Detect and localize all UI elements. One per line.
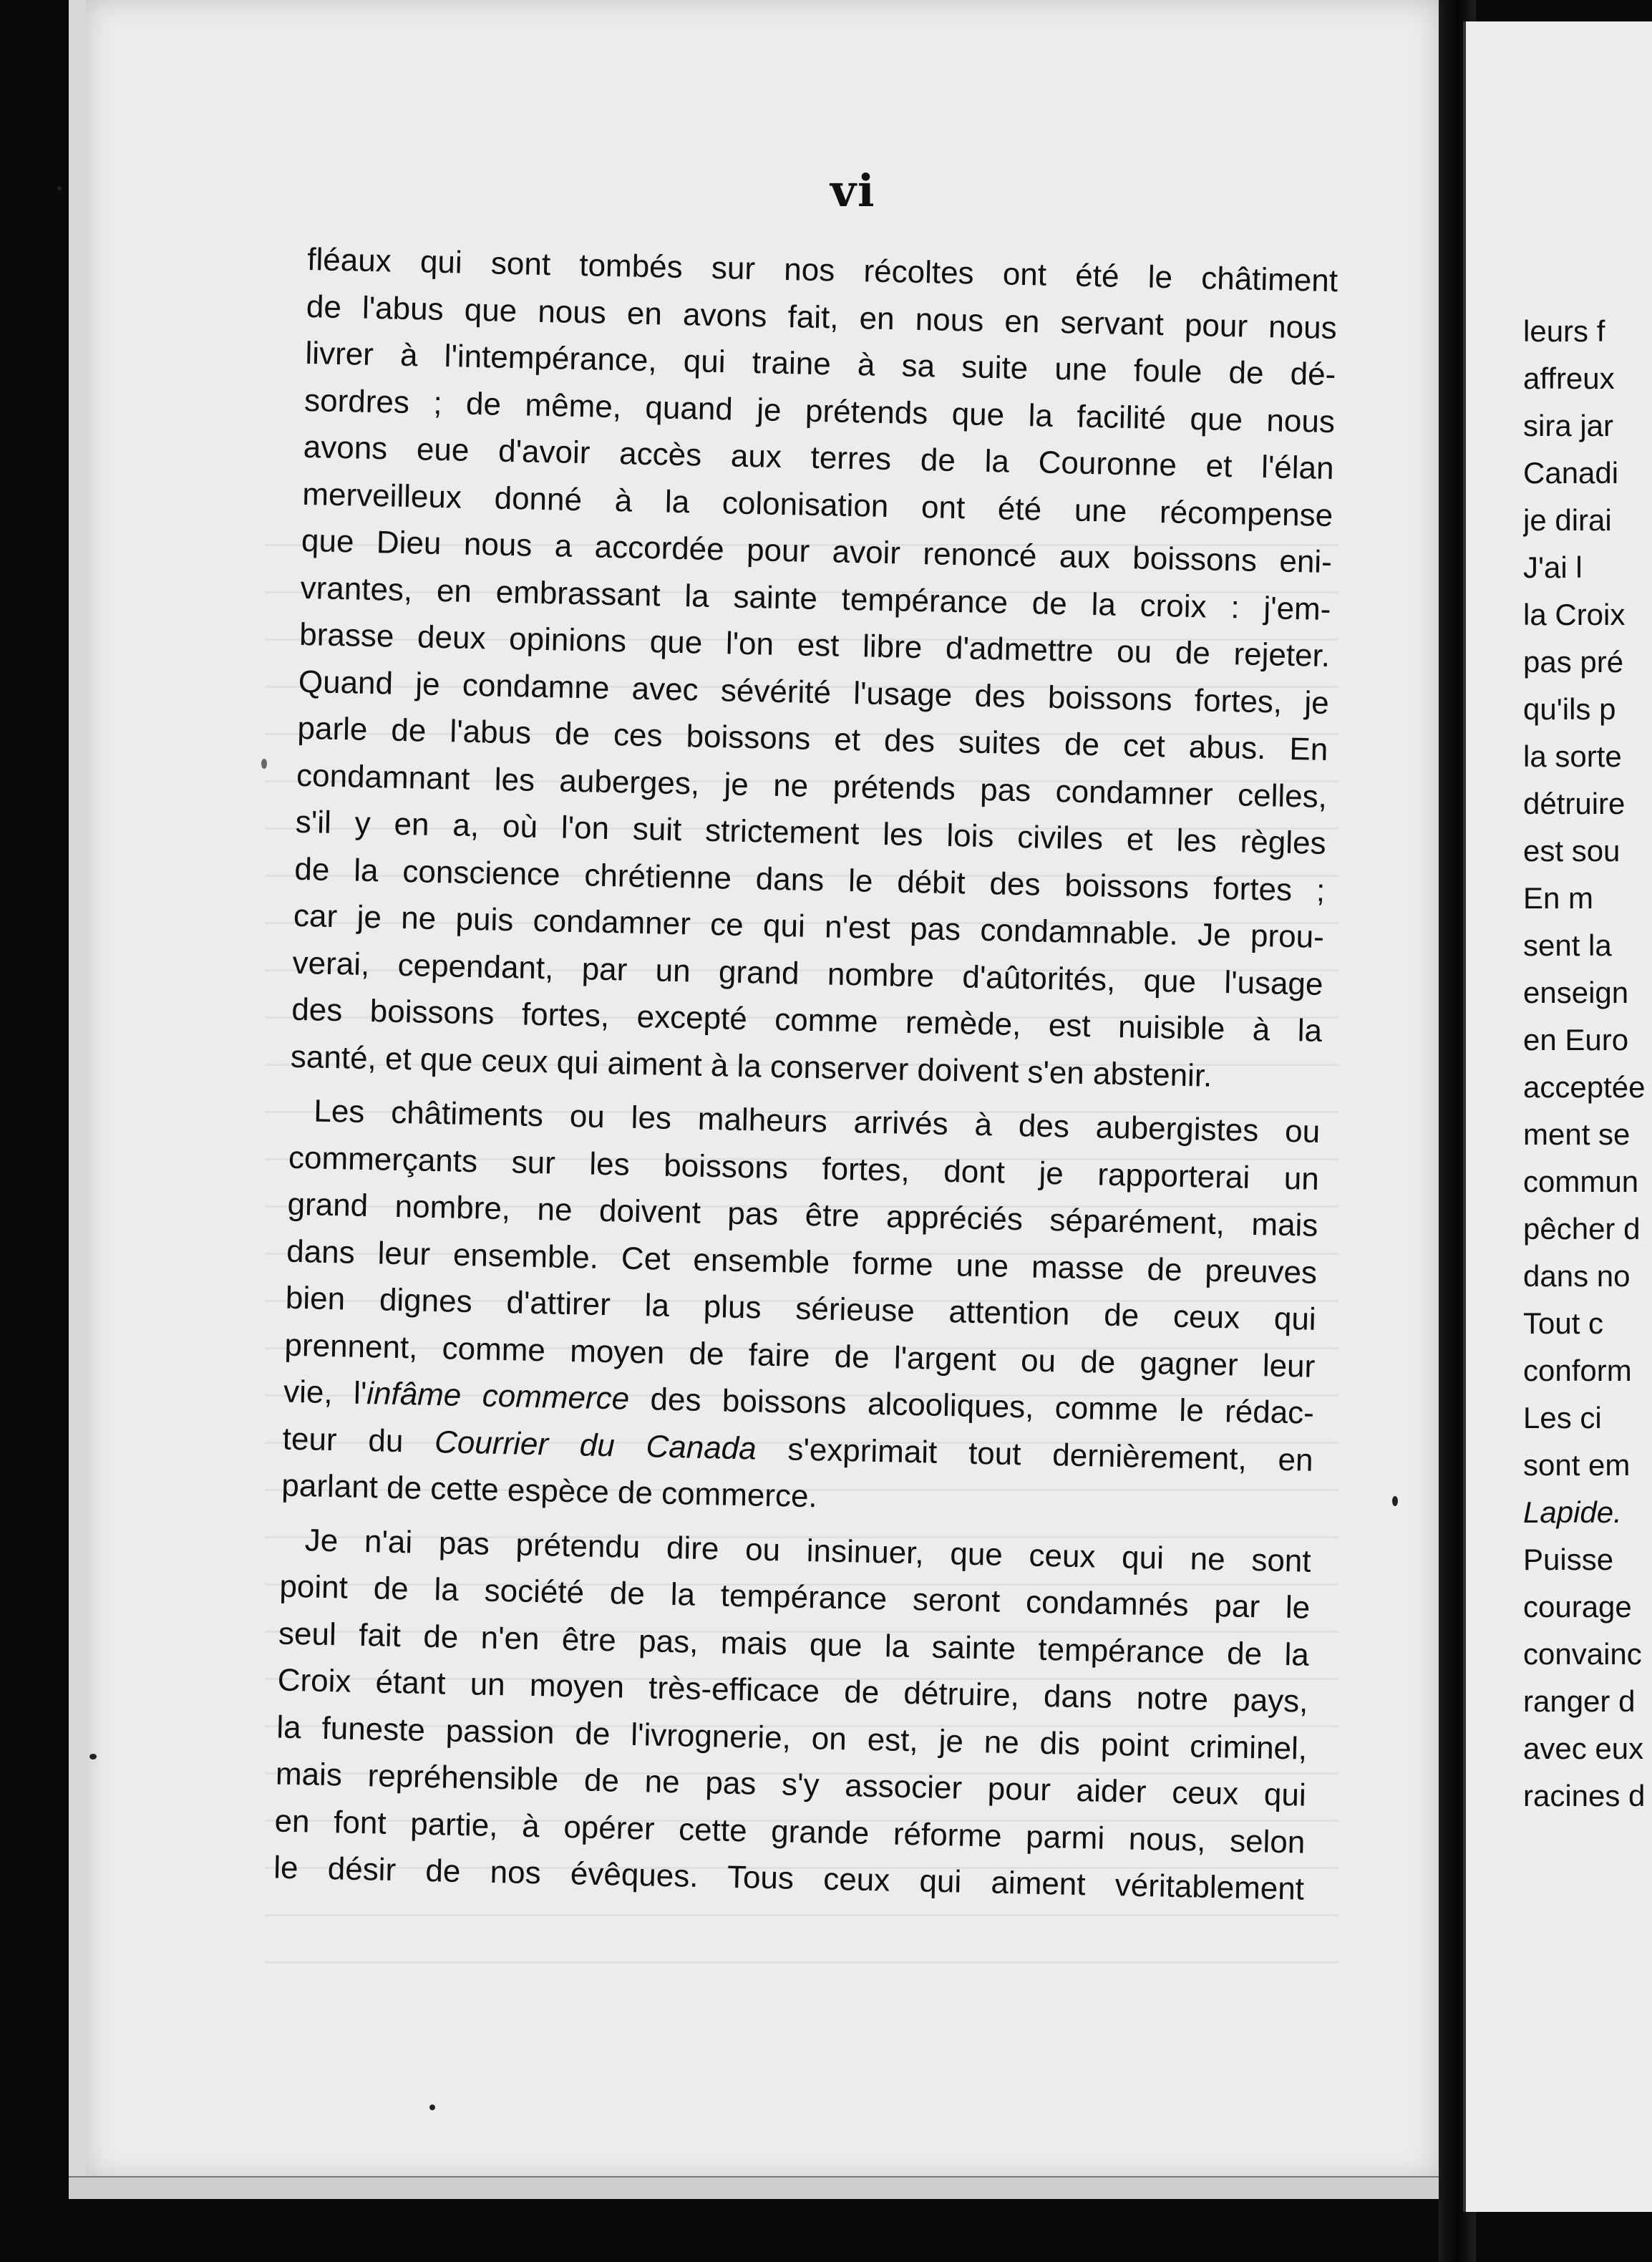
text-line: parlant de cette espèce de commerce. bbox=[281, 1467, 818, 1515]
italic-name: Lapide. bbox=[1523, 1495, 1622, 1529]
text-line: car je ne puis condamner ce qui n'est pas condamnable. Je prou- bbox=[293, 898, 1325, 955]
ink-speck bbox=[261, 759, 267, 769]
text-line bbox=[1523, 1489, 1652, 1536]
text-line: Croix étant un moyen très-efficace de détruire, dans notre pays, bbox=[277, 1662, 1308, 1719]
text-line: avons eue d'avoir accès aux terres de la Couronne et l'élan bbox=[303, 429, 1335, 487]
text-line: dans no bbox=[1523, 1259, 1631, 1293]
text-line: Quand je condamne avec sévérité l'usage des boissons fortes, je bbox=[298, 664, 1330, 721]
text-line: racines d bbox=[1523, 1779, 1646, 1812]
text-line: parle de l'abus de ces boissons et des suites de cet abus. En bbox=[297, 710, 1328, 768]
text-line: est sou bbox=[1523, 834, 1621, 868]
text-line: la sorte bbox=[1523, 739, 1622, 773]
text-line: Puisse bbox=[1523, 1543, 1614, 1576]
text-line: sordres ; de même, quand je prétends que la facilité que nous bbox=[303, 382, 1336, 440]
text-line: Tout c bbox=[1523, 1306, 1604, 1340]
text-line: condamnant les auberges, je ne prétends pas condamner celles, bbox=[296, 757, 1328, 815]
text-line: détruire bbox=[1523, 787, 1626, 820]
text-line: verai, cependant, par un grand nombre d'aûtorités, que l'usage bbox=[292, 945, 1323, 1002]
text-line: convainc bbox=[1523, 1637, 1642, 1671]
text-line: de la conscience chrétienne dans le débit des boissons fortes ; bbox=[293, 851, 1326, 908]
text-line: leurs f bbox=[1523, 314, 1605, 348]
ink-speck bbox=[57, 186, 62, 190]
text-line: seul fait de n'en être pas, mais que la sainte tempérance de la bbox=[278, 1616, 1310, 1673]
text-line: ranger d bbox=[1523, 1684, 1636, 1718]
right-page-text bbox=[1523, 308, 1652, 1820]
text-line: enseign bbox=[1523, 976, 1629, 1009]
italic-phrase: infâme commerce bbox=[366, 1376, 630, 1417]
text-line: pas pré bbox=[1523, 645, 1624, 679]
text-line: Les ci bbox=[1523, 1401, 1602, 1435]
text-line: mais repréhensible de ne pas s'y associer pour aider ceux qui bbox=[275, 1756, 1307, 1813]
text-line: dans leur ensemble. Cet ensemble forme une masse de preuves bbox=[286, 1233, 1318, 1291]
text-line: vrantes, en embrassant la sainte tempérance de la croix : j'em- bbox=[300, 570, 1331, 627]
text-line: santé, et que ceux qui aiment à la conserver doivent s'en abstenir. bbox=[290, 1039, 1213, 1094]
italic-title: Courrier du Canada bbox=[434, 1424, 757, 1466]
page-bottom-edge bbox=[69, 2176, 1450, 2199]
text-run: s'exprimait tout dernièrement, en bbox=[756, 1431, 1313, 1478]
text-line: le désir de nos évêques. Tous ceux qui aiment véritablement bbox=[273, 1850, 1305, 1907]
text-line: que Dieu nous a accordée pour avoir renoncé aux boissons eni- bbox=[301, 523, 1333, 581]
text-line: en Euro bbox=[1523, 1023, 1629, 1057]
text-line: s'il y en a, où l'on suit strictement les lois civiles et les règles bbox=[295, 804, 1327, 861]
text-line: je dirai bbox=[1523, 503, 1612, 537]
text-line: en font partie, à opérer cette grande réforme parmi nous, selon bbox=[274, 1803, 1306, 1860]
ink-speck bbox=[1392, 1496, 1398, 1506]
text-line: brasse deux opinions que l'on est libre d'admettre ou de rejeter. bbox=[298, 616, 1331, 674]
text-line: acceptée bbox=[1523, 1070, 1646, 1104]
text-line: courage bbox=[1523, 1590, 1632, 1623]
text-run: des boissons alcooliques, comme le rédac- bbox=[628, 1381, 1315, 1431]
text-line: point de la société de la tempérance seront condamnés par le bbox=[278, 1568, 1311, 1626]
text-line: affreux bbox=[1523, 361, 1615, 395]
text-line: merveilleux donné à la colonisation ont été une récompense bbox=[301, 476, 1333, 533]
text-line: ment se bbox=[1523, 1117, 1631, 1151]
text-line: Canadi bbox=[1523, 456, 1619, 490]
text-line: fléaux qui sont tombés sur nos récoltes ont été le châtiment bbox=[306, 241, 1338, 299]
page-number: vi bbox=[830, 165, 876, 217]
text-line: livrer à l'intempérance, qui traine à sa suite une foule de dé- bbox=[305, 335, 1336, 393]
text-line: J'ai l bbox=[1523, 550, 1583, 584]
text-line: la Croix bbox=[1523, 598, 1626, 631]
ink-speck bbox=[429, 2105, 435, 2110]
text-line: commerçants sur les boissons fortes, dont je rapporterai un bbox=[288, 1140, 1320, 1197]
text-line: la funeste passion de l'ivrognerie, on est, je ne dis point criminel, bbox=[276, 1709, 1308, 1767]
text-line: sont em bbox=[1523, 1448, 1631, 1482]
text-line: prennent, comme moyen de faire de l'argent ou de gagner leur bbox=[284, 1327, 1316, 1384]
text-line: Je n'ai pas prétendu dire ou insinuer, que ceux qui ne sont bbox=[304, 1522, 1312, 1579]
text-line: commun bbox=[1523, 1165, 1639, 1198]
text-run: vie, l' bbox=[283, 1374, 367, 1412]
text-line: Les châtiments ou les malheurs arrivés à des aubergistes ou bbox=[313, 1093, 1321, 1150]
body-text bbox=[273, 236, 1338, 1913]
text-line: des boissons fortes, excepté comme remède, est nuisible à la bbox=[291, 991, 1323, 1049]
text-line: de l'abus que nous en avons fait, en nous en servant pour nous bbox=[306, 288, 1338, 346]
text-line: grand nombre, ne doivent pas être appréciés séparément, mais bbox=[287, 1186, 1318, 1243]
text-line: avec eux bbox=[1523, 1732, 1644, 1765]
text-line: En m bbox=[1523, 881, 1594, 915]
text-line: sira jar bbox=[1523, 409, 1614, 442]
text-run: teur du bbox=[282, 1421, 435, 1460]
text-line: conform bbox=[1523, 1354, 1632, 1387]
ink-speck bbox=[89, 1754, 97, 1759]
text-line: bien dignes d'attirer la plus sérieuse attention de ceux qui bbox=[285, 1280, 1317, 1337]
text-line: sent la bbox=[1523, 928, 1612, 962]
text-line: pêcher d bbox=[1523, 1212, 1641, 1246]
text-line: qu'ils p bbox=[1523, 692, 1616, 726]
